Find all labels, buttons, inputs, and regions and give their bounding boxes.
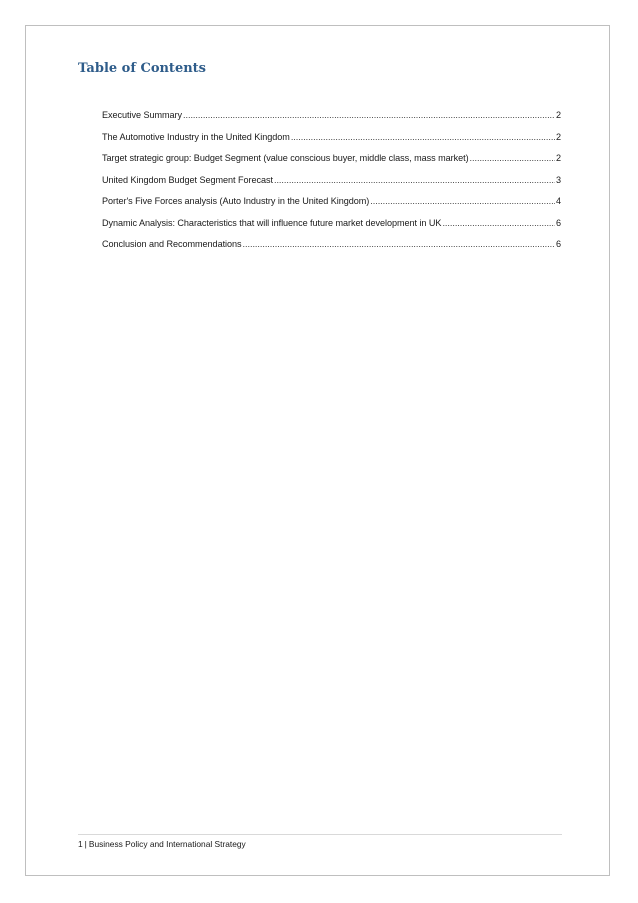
toc-dot-leader (274, 175, 555, 185)
toc-entry-page: 6 (555, 239, 561, 249)
toc-entry-automotive-industry-uk[interactable] (102, 132, 561, 154)
toc-dot-leader (183, 110, 555, 120)
toc-entry-title: The Automotive Industry in the United Kingdom (102, 131, 290, 142)
toc-dot-leader (370, 196, 555, 206)
toc-entry-conclusion[interactable] (102, 239, 561, 261)
toc-entry-dynamic-analysis[interactable] (102, 218, 561, 240)
toc-list (102, 110, 561, 261)
footer-separator: | (84, 839, 87, 849)
toc-entry-title: Executive Summary (102, 110, 183, 120)
page-footer (78, 839, 246, 849)
toc-entry-budget-segment-forecast[interactable] (102, 175, 561, 197)
toc-entry-title: Dynamic Analysis: Characteristics that will influence future market development in UK (102, 217, 442, 228)
toc-entry-title: Porter's Five Forces analysis (Auto Industry in the United Kingdom) (102, 196, 370, 206)
footer-page-number: 1 (78, 839, 83, 849)
toc-dot-leader (470, 153, 555, 163)
toc-entry-page: 3 (555, 174, 561, 185)
toc-heading: Table of Contents (78, 61, 206, 76)
toc-dot-leader (243, 239, 555, 249)
toc-entry-title: Conclusion and Recommendations (102, 239, 242, 249)
toc-dot-leader (442, 218, 555, 228)
toc-entry-page: 4 (555, 196, 561, 206)
toc-entry-title: United Kingdom Budget Segment Forecast (102, 174, 273, 185)
toc-entry-title: Target strategic group: Budget Segment (value conscious buyer, middle class, mass market) (102, 153, 469, 163)
toc-entry-executive-summary[interactable] (102, 110, 561, 132)
toc-entry-page: 2 (555, 131, 561, 142)
toc-dot-leader (291, 132, 555, 142)
toc-entry-page: 6 (555, 217, 561, 228)
toc-entry-page: 2 (555, 110, 561, 120)
footer-document-title: Business Policy and International Strategy (88, 839, 246, 849)
toc-entry-target-strategic-group[interactable] (102, 153, 561, 175)
toc-entry-porters-five-forces[interactable] (102, 196, 561, 218)
toc-entry-page: 2 (555, 153, 561, 163)
footer-rule (78, 834, 562, 835)
